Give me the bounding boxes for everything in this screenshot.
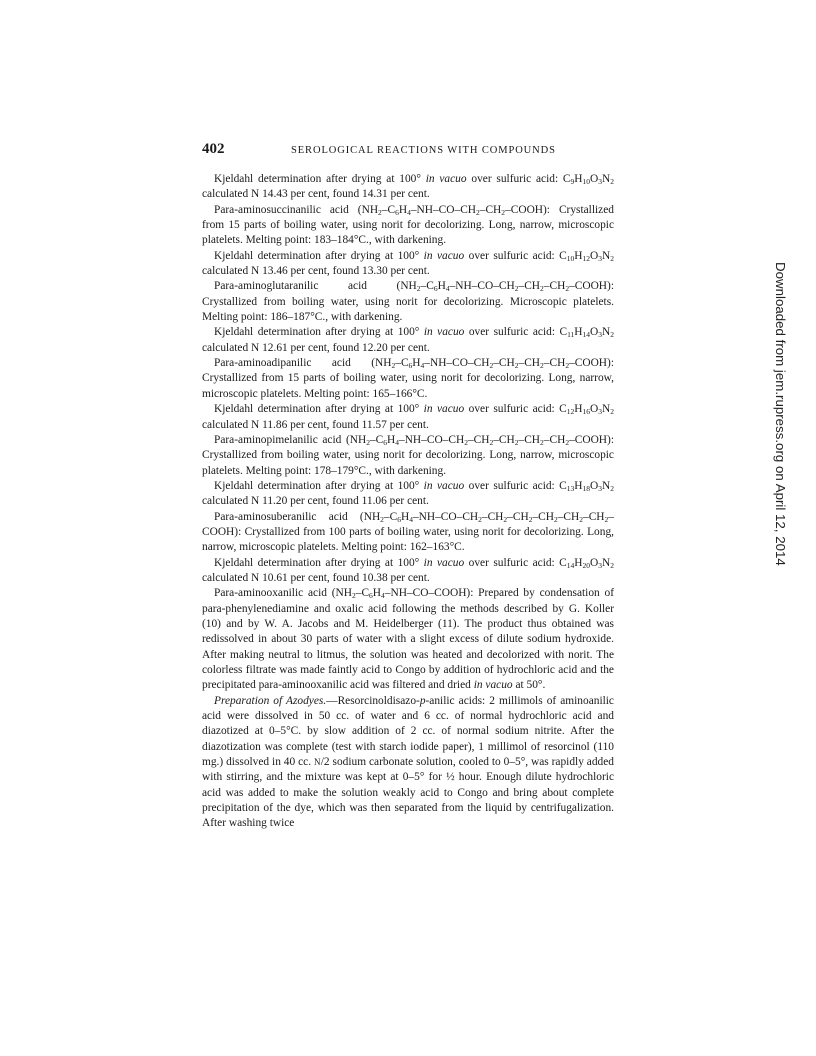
paragraph-pimelanilic: Para-aminopimelanilic acid $(NH_2-C_6H_4-NH-CO-CH_2-CH_2-CH_2-CH_2-CH_2-COOH)$: Crystallized from boiling water, using norit for decolorizing. Long, narrow, microscopic platelets. Melting point: 178–179°C., with darkening. — [202, 433, 614, 477]
paragraph-kjeldahl-6: Kjeldahl determination after drying at 100° in vacuo over sulfuric acid: $C_{14}H_{20}O_3N_2$ calculated N 10.61 per cent, found 10.38 per cent. — [202, 556, 614, 584]
paragraph-succinanilic: Para-aminosuccinanilic acid $(NH_2-C_6H_4-NH-CO-CH_2-CH_2-COOH)$: Crystallized from 15 parts of boiling water, using norit for decolorizing. Long, narrow, microscopic platelets. Melting point: 183–184°C., with darkening. — [202, 203, 614, 247]
paragraph-adipanilic: Para-aminoadipanilic acid $(NH_2-C_6H_4-NH-CO-CH_2-CH_2-CH_2-CH_2-COOH)$: Crystallized from 15 parts of boiling water, using norit for decolorizing. Long, narrow, microscopic platelets. Melting point: 165–166°C. — [202, 357, 614, 400]
paragraph-suberanilic: Para-aminosuberanilic acid $(NH_2-C_6H_4-NH-CO-CH_2-CH_2-CH_2-CH_2-CH_2-CH_2-COOH)$: Crystallized from 100 parts of boiling water, using norit for decolorizing. Long, narrow, microscopic platelets. Melting point: 162–163°C. — [202, 510, 614, 554]
running-head: SEROLOGICAL REACTIONS WITH COMPOUNDS — [291, 145, 556, 156]
body-text — [202, 172, 614, 832]
paragraph-kjeldahl-3: Kjeldahl determination after drying at 100° in vacuo over sulfuric acid: $C_{11}H_{14}O_3N_2$ calculated N 12.61 per cent, found 12.20 per cent. — [202, 326, 614, 354]
paragraph-kjeldahl-4: Kjeldahl determination after drying at 100° in vacuo over sulfuric acid: $C_{12}H_{16}O_3N_2$ calculated N 11.86 per cent, found 11.57 per cent. — [202, 403, 614, 431]
paragraph-kjeldahl-1: Kjeldahl determination after drying at 100° in vacuo over sulfuric acid: $C_9H_{10}O_3N_2$ calculated N 14.43 per cent, found 14.31 per cent. — [202, 173, 614, 201]
paragraph-glutaranilic: Para-aminoglutaranilic acid $(NH_2-C_6H_4-NH-CO-CH_2-CH_2-CH_2-COOH)$: Crystallized from boiling water, using norit for decolorizing. Microscopic platelets. Melting point: 186–187°C., with darkening. — [202, 280, 614, 324]
paragraph-kjeldahl-2: Kjeldahl determination after drying at 100° in vacuo over sulfuric acid: $C_{10}H_{12}O_3N_2$ calculated N 13.46 per cent, found 13.30 per cent. — [202, 249, 614, 278]
download-watermark: Downloaded from jem.rupress.org on April 12, 2014 — [773, 262, 788, 566]
paragraph-oxanilic: Para-aminooxanilic acid $(NH_2-C_6H_4-NH-CO-COOH)$: Prepared by condensation of para-phenylenediamine and oxalic acid following the methods described by G. Koller (10) and by W. A. Jacobs and M. Heidelberger (11). The product thus obtained was redissolved in about 30 parts of water with a slight excess of dilute sodium hydroxide. After making neutral to litmus, the solution was heated and decolorized with norit. The colorless filtrate was made faintly acid to Congo by addition of hydrochloric acid and the precipitated para-aminooxanilic acid was filtered and dried in vacuo at 50°. — [202, 587, 614, 692]
paragraph-kjeldahl-5: Kjeldahl determination after drying at 100° in vacuo over sulfuric acid: $C_{13}H_{18}O_3N_2$ calculated N 11.20 per cent, found 11.06 per cent. — [202, 479, 614, 508]
page-number: 402 — [202, 141, 225, 157]
paragraph-azodyes: Preparation of Azodyes.—Resorcinoldisazo-p-anilic acids: 2 millimols of aminoanilic acid were dissolved in 50 cc. of water and 6 cc. of normal hydrochloric acid and diazotized at 0–5°C. by slow addition of 2 cc. of normal sodium nitrite. After the diazotization was complete (test with starch iodide paper), 1 millimol of resorcinol (110 mg.) dissolved in 40 cc. N/2 sodium carbonate solution, cooled to 0–5°, was rapidly added with stirring, and the mixture was kept at 0–5° for ½ hour. Enough dilute hydrochloric acid was added to make the solution weakly acid to Congo and bring about complete precipitation of the dye, which was then separated from the liquid by centrifugalization. After washing twice — [202, 694, 614, 830]
